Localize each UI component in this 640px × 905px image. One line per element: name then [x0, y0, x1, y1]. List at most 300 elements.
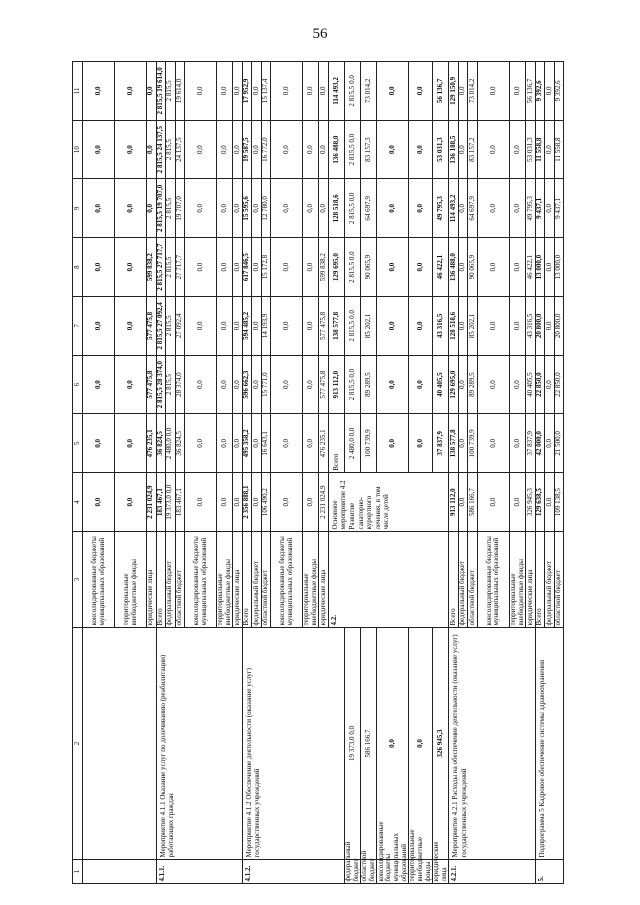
amount-cell: 0,0 [233, 355, 243, 414]
amount-cell: 129 638,5 [535, 473, 545, 532]
amount-cell: 2 815,5 0,0 [345, 179, 361, 238]
column-number-cell: 8 [73, 238, 83, 297]
amount-cell: 28 374,0 [175, 355, 185, 414]
amount-cell: 0,0 [458, 238, 468, 297]
amount-cell: 0,0 [271, 355, 303, 414]
amount-cell: 128 518,6 [328, 179, 344, 238]
amount-cell: 0,0 [83, 297, 115, 356]
amount-cell: 2 231 024,9 [147, 473, 157, 532]
amount-cell: 0,0 [319, 179, 329, 238]
amount-cell: 138 577,8 [328, 297, 344, 356]
amount-cell: 64 697,9 [468, 179, 478, 238]
funding-source-label: областной бюджет [261, 532, 271, 628]
amount-cell: 27 717,7 [175, 238, 185, 297]
amount-cell: 0,0 [545, 179, 555, 238]
amount-cell: 599 838,2 [147, 238, 157, 297]
amount-cell: 22 850,0 [554, 355, 564, 414]
amount-cell: 90 065,9 [361, 238, 377, 297]
amount-cell: 36 824,5 [175, 414, 185, 473]
funding-source-label: территориальные внебюджетные фонды [509, 532, 525, 628]
amount-cell: 109 138,5 [554, 473, 564, 532]
amount-cell: 0,0 [252, 238, 262, 297]
amount-cell: 0,0 [271, 62, 303, 121]
amount-cell: 22 850,0 [535, 355, 545, 414]
activity-title: Подпрограмма 5 Кадровое обеспечение системы здравоохранения [535, 628, 564, 860]
activity-code: 4.2.1. [449, 860, 535, 884]
amount-cell: 476 235,1 [319, 414, 329, 473]
amount-cell: 9 437,1 [535, 179, 545, 238]
amount-cell: 46 422,1 [433, 238, 449, 297]
funding-source-label: областной бюджет [554, 532, 564, 628]
amount-cell: 0,0 [477, 238, 509, 297]
amount-cell: 136 488,0 [449, 238, 459, 297]
amount-cell: 0,0 [477, 179, 509, 238]
amount-cell: 36 824,5 [156, 414, 166, 473]
amount-cell: 0,0 [377, 238, 409, 297]
funding-source-label: территориальные внебюджетные фонды [115, 532, 147, 628]
amount-cell: 0,0 [303, 297, 319, 356]
amount-cell: 17 952,9 [242, 62, 252, 121]
continued-title-cell [83, 628, 157, 860]
activity-code: 5. [535, 860, 564, 884]
amount-cell: 913 112,0 [449, 473, 459, 532]
amount-cell: 0,0 [233, 297, 243, 356]
funding-source-label: областной бюджет [360, 850, 376, 882]
amount-cell: 2 815,5 0,0 [345, 62, 361, 121]
amount-cell: 2 815,5 [166, 238, 176, 297]
amount-cell: 0,0 [115, 179, 147, 238]
amount-cell: 2 815,5 24 137,5 [156, 120, 166, 179]
amount-cell: 37 837,9 [433, 414, 449, 473]
amount-cell: 0,0 [233, 414, 243, 473]
amount-cell: 476 235,1 [147, 414, 157, 473]
funding-source-label: Всего [156, 532, 166, 628]
amount-cell: 0,0 [271, 297, 303, 356]
amount-cell: 19 587,5 [242, 120, 252, 179]
amount-cell: 0,0 [509, 297, 525, 356]
amount-cell: 0,0 [477, 120, 509, 179]
funding-source-label: Всего [242, 532, 252, 628]
budget-table [72, 61, 564, 884]
funding-source-label: юридические лица [147, 532, 157, 628]
amount-cell: 11 558,8 [554, 120, 564, 179]
amount-cell: 114 493,2 [328, 62, 344, 121]
amount-cell: 183 467,1 [156, 473, 166, 532]
amount-cell: 12 780,0 [261, 179, 271, 238]
amount-cell: 2 815,5 [166, 179, 176, 238]
amount-cell: 0,0 [509, 62, 525, 121]
amount-cell: 83 157,2 [468, 120, 478, 179]
amount-cell: 0,0 [409, 297, 433, 356]
amount-cell: 0,0 [458, 62, 468, 121]
amount-cell: 0,0 [233, 238, 243, 297]
column-number-cell: 2 [73, 628, 83, 860]
amount-cell: 49 795,3 [433, 179, 449, 238]
amount-cell: 0,0 [409, 120, 433, 179]
amount-cell: 0,0 [252, 62, 262, 121]
amount-cell: 89 289,5 [361, 355, 377, 414]
table-row [433, 62, 449, 884]
amount-cell: 53 031,3 [433, 120, 449, 179]
amount-cell: 129 150,9 [449, 62, 459, 121]
amount-cell: 326 945,3 [433, 628, 449, 860]
amount-cell: 0,0 [458, 473, 468, 532]
amount-cell: 0,0 [477, 62, 509, 121]
amount-cell: 0,0 [303, 355, 319, 414]
amount-cell: 586 166,7 [361, 628, 377, 860]
amount-cell: 37 837,9 [526, 414, 536, 473]
amount-cell: 56 136,7 [526, 62, 536, 121]
amount-cell: 2 480,0 0,0 [345, 414, 361, 473]
amount-cell: 0,0 [409, 238, 433, 297]
activity-title: Мероприятие 4.2.1 Расходы на обеспечение деятельности (оказание услуг) государственных учреждений [449, 628, 535, 860]
amount-cell: 0,0 [185, 238, 217, 297]
table-body [73, 62, 564, 884]
amount-cell: 183 467,1 [175, 473, 185, 532]
activity-title: Основное мероприятие 4.2 Развитие санаторно-курортного лечения, в том числе детей [328, 473, 449, 532]
column-number-row [73, 62, 83, 884]
amount-cell: 0,0 [217, 62, 233, 121]
amount-cell: 0,0 [271, 120, 303, 179]
column-number-cell: 5 [73, 414, 83, 473]
amount-cell: 0,0 [377, 120, 409, 179]
column-number-cell: 11 [73, 62, 83, 121]
activity-code: 4.1.1. [156, 860, 242, 884]
amount-cell: 0,0 [252, 414, 262, 473]
funding-source-label: консолидированные бюджеты муниципальных образований [271, 532, 303, 628]
table-row [83, 62, 115, 884]
table-row [409, 62, 433, 884]
amount-cell: 53 031,3 [526, 120, 536, 179]
amount-cell: 129 695,0 [449, 355, 459, 414]
amount-cell: 0,0 [509, 473, 525, 532]
funding-source-label: юридические лица [319, 532, 329, 628]
amount-cell: 0,0 [303, 179, 319, 238]
amount-cell: 15 771,0 [261, 355, 271, 414]
amount-cell: 0,0 [185, 62, 217, 121]
amount-cell: 2 815,5 0,0 [345, 120, 361, 179]
funding-source-label: территориальные внебюджетные фонды [217, 532, 233, 628]
amount-cell: 24 137,5 [175, 120, 185, 179]
amount-cell: 0,0 [217, 179, 233, 238]
amount-cell: 2 815,5 [166, 120, 176, 179]
amount-cell: 0,0 [545, 62, 555, 121]
table-row [156, 62, 166, 884]
amount-cell: 13 000,0 [554, 238, 564, 297]
amount-cell: 85 202,1 [361, 297, 377, 356]
amount-cell: 0,0 [545, 120, 555, 179]
amount-cell: 129 695,0 [328, 238, 344, 297]
amount-cell: 617 846,5 [242, 238, 252, 297]
amount-cell: 577 475,8 [319, 355, 329, 414]
amount-cell: 13 000,0 [535, 238, 545, 297]
amount-cell: 19 373,0 0,0 [345, 628, 361, 860]
amount-cell: 0,0 [83, 414, 115, 473]
amount-cell: 0,0 [545, 238, 555, 297]
amount-cell: 0,0 [83, 473, 115, 532]
amount-cell: 2 815,5 0,0 [345, 355, 361, 414]
amount-cell: 0,0 [252, 355, 262, 414]
amount-cell: 0,0 [377, 179, 409, 238]
amount-cell: 326 945,3 [526, 473, 536, 532]
amount-cell: 0,0 [271, 179, 303, 238]
amount-cell: 0,0 [477, 297, 509, 356]
amount-cell: 0,0 [509, 355, 525, 414]
activity-code: 4.2. [328, 532, 449, 628]
amount-cell: 49 795,3 [526, 179, 536, 238]
column-number-cell: 3 [73, 532, 83, 628]
funding-source-label: юридические лица [432, 841, 448, 882]
amount-cell: 0,0 [217, 414, 233, 473]
funding-source-label: юридические лица [526, 532, 536, 628]
amount-cell: 0,0 [252, 179, 262, 238]
amount-cell: 0,0 [319, 62, 329, 121]
amount-cell: 0,0 [458, 414, 468, 473]
amount-cell: 0,0 [458, 179, 468, 238]
amount-cell: 2 815,5 [166, 355, 176, 414]
amount-cell: 0,0 [115, 62, 147, 121]
amount-cell: 0,0 [147, 120, 157, 179]
column-number-cell: 7 [73, 297, 83, 356]
funding-source-label: федеральный бюджет [458, 532, 468, 628]
amount-cell: 0,0 [83, 179, 115, 238]
amount-cell: 594 485,2 [242, 297, 252, 356]
amount-cell: 0,0 [477, 473, 509, 532]
amount-cell: 599 838,2 [319, 238, 329, 297]
amount-cell: 9 392,6 [535, 62, 545, 121]
amount-cell: 0,0 [377, 297, 409, 356]
amount-cell: 0,0 [377, 62, 409, 121]
amount-cell: 0,0 [509, 414, 525, 473]
amount-cell: 2 815,5 0,0 [345, 238, 361, 297]
funding-source-label: Всего [328, 414, 344, 473]
amount-cell: 0,0 [545, 473, 555, 532]
amount-cell: 0,0 [83, 355, 115, 414]
funding-source-label: юридические лица [233, 532, 243, 628]
amount-cell: 0,0 [303, 120, 319, 179]
amount-cell: 2 815,5 [166, 62, 176, 121]
amount-cell: 0,0 [83, 120, 115, 179]
amount-cell: 136 188,5 [449, 120, 459, 179]
amount-cell: 495 358,2 [242, 414, 252, 473]
amount-cell: 577 475,8 [147, 297, 157, 356]
amount-cell: 106 490,2 [261, 473, 271, 532]
amount-cell: 0,0 [303, 414, 319, 473]
amount-cell: 913 112,0 [328, 355, 344, 414]
rotated-table-container [72, 62, 592, 884]
amount-cell: 0,0 [409, 628, 433, 860]
amount-cell: 0,0 [271, 414, 303, 473]
amount-cell: 0,0 [252, 473, 262, 532]
amount-cell: 0,0 [185, 179, 217, 238]
amount-cell: 0,0 [217, 297, 233, 356]
amount-cell: 2 231 024,9 [319, 473, 329, 532]
funding-source-label: Всего [535, 532, 545, 628]
activity-code: 4.1.2. [242, 860, 344, 884]
amount-cell: 0,0 [477, 414, 509, 473]
amount-cell: 0,0 [409, 179, 433, 238]
table-row [449, 62, 459, 884]
amount-cell: 0,0 [217, 120, 233, 179]
amount-cell: 2 815,5 19 707,0 [156, 179, 166, 238]
amount-cell: 19 373,0 0,0 [166, 473, 176, 532]
amount-cell: 0,0 [233, 179, 243, 238]
amount-cell: 40 405,5 [433, 355, 449, 414]
amount-cell: 83 157,3 [361, 120, 377, 179]
funding-source-label: консолидированные бюджеты муниципальных образований [477, 532, 509, 628]
amount-cell: 0,0 [409, 414, 433, 473]
amount-cell: 0,0 [233, 120, 243, 179]
amount-cell: 0,0 [147, 179, 157, 238]
amount-cell: 114 493,2 [449, 179, 459, 238]
amount-cell: 27 092,4 [175, 297, 185, 356]
amount-cell: 15 172,8 [261, 238, 271, 297]
amount-cell: 596 662,3 [242, 355, 252, 414]
amount-cell: 0,0 [185, 297, 217, 356]
amount-cell: 0,0 [303, 238, 319, 297]
amount-cell: 0,0 [545, 355, 555, 414]
activity-title: Мероприятие 4.1.1 Оказание услуг по долечиванию (реабилитации) работающих граждан [156, 628, 242, 860]
amount-cell: 15 137,4 [261, 62, 271, 121]
amount-cell: 0,0 [115, 120, 147, 179]
table-row [361, 62, 377, 884]
amount-cell: 9 437,1 [554, 179, 564, 238]
funding-source-label: областной бюджет [175, 532, 185, 628]
column-number-cell: 10 [73, 120, 83, 179]
column-number-cell: 9 [73, 179, 83, 238]
amount-cell: 40 405,5 [526, 355, 536, 414]
amount-cell: 0,0 [409, 62, 433, 121]
amount-cell: 2 815,5 0,0 [345, 297, 361, 356]
funding-source-label: консолидированные бюджеты муниципальных образований [83, 532, 115, 628]
amount-cell: 20 800,0 [535, 297, 545, 356]
amount-cell: 19 614,0 [175, 62, 185, 121]
amount-cell: 577 475,8 [147, 355, 157, 414]
amount-cell: 0,0 [303, 473, 319, 532]
continued-code-cell [83, 860, 157, 884]
amount-cell: 0,0 [303, 62, 319, 121]
column-number-cell: 4 [73, 473, 83, 532]
amount-cell: 85 202,1 [468, 297, 478, 356]
amount-cell: 0,0 [458, 355, 468, 414]
amount-cell: 0,0 [185, 355, 217, 414]
amount-cell: 42 000,0 [535, 414, 545, 473]
table-row [377, 62, 409, 884]
amount-cell: 0,0 [509, 120, 525, 179]
amount-cell: 0,0 [377, 628, 409, 860]
amount-cell: 73 014,2 [468, 62, 478, 121]
amount-cell: 100 739,9 [361, 414, 377, 473]
amount-cell: 11 558,8 [535, 120, 545, 179]
amount-cell: 2 815,5 28 374,0 [156, 355, 166, 414]
amount-cell: 577 475,8 [319, 297, 329, 356]
amount-cell: 9 392,6 [554, 62, 564, 121]
funding-source-label: федеральный бюджет [166, 532, 176, 628]
amount-cell: 0,0 [271, 473, 303, 532]
table-row [535, 62, 545, 884]
amount-cell: 14 193,9 [261, 297, 271, 356]
amount-cell: 0,0 [477, 355, 509, 414]
amount-cell: 586 166,7 [468, 473, 478, 532]
activity-title: Мероприятие 4.1.2 Обеспечение деятельности (оказание услуг) государственных учреждений [242, 628, 344, 860]
amount-cell: 0,0 [509, 238, 525, 297]
amount-cell: 2 815,5 27 092,4 [156, 297, 166, 356]
amount-cell: 0,0 [115, 355, 147, 414]
amount-cell: 100 739,9 [468, 414, 478, 473]
amount-cell: 138 577,8 [449, 414, 459, 473]
funding-source-label: федеральный бюджет [252, 532, 262, 628]
amount-cell: 0,0 [458, 297, 468, 356]
amount-cell: 0,0 [147, 62, 157, 121]
amount-cell: 46 422,1 [526, 238, 536, 297]
amount-cell: 43 316,5 [526, 297, 536, 356]
amount-cell: 0,0 [185, 120, 217, 179]
amount-cell: 20 800,0 [554, 297, 564, 356]
amount-cell: 0,0 [185, 414, 217, 473]
page-number: 56 [312, 26, 328, 42]
amount-cell: 0,0 [319, 120, 329, 179]
amount-cell: 0,0 [377, 355, 409, 414]
amount-cell: 43 316,5 [433, 297, 449, 356]
table-row [242, 62, 252, 884]
amount-cell: 2 815,5 [166, 297, 176, 356]
amount-cell: 0,0 [217, 473, 233, 532]
amount-cell: 0,0 [252, 297, 262, 356]
funding-source-label: Всего [449, 532, 459, 628]
amount-cell: 89 289,5 [468, 355, 478, 414]
amount-cell: 2 815,5 19 614,0 [156, 62, 166, 121]
column-number-cell: 6 [73, 355, 83, 414]
column-number-cell: 1 [73, 860, 83, 884]
amount-cell: 19 707,0 [175, 179, 185, 238]
amount-cell: 0,0 [115, 297, 147, 356]
funding-source-label: консолидированные бюджеты муниципальных образований [185, 532, 217, 628]
amount-cell: 136 488,0 [328, 120, 344, 179]
amount-cell: 0,0 [509, 179, 525, 238]
amount-cell: 0,0 [409, 355, 433, 414]
amount-cell: 0,0 [217, 238, 233, 297]
amount-cell: 0,0 [271, 238, 303, 297]
amount-cell: 73 014,2 [361, 62, 377, 121]
funding-source-label: федеральный бюджет [344, 841, 360, 882]
funding-source-label: территориальные внебюджетные фонды [408, 829, 432, 882]
amount-cell: 15 595,6 [242, 179, 252, 238]
amount-cell: 0,0 [233, 473, 243, 532]
table-row [345, 62, 361, 884]
amount-cell: 2 356 888,1 [242, 473, 252, 532]
funding-source-label: консолидированные бюджеты муниципальных образований [376, 821, 408, 882]
amount-cell: 90 065,9 [468, 238, 478, 297]
amount-cell: 0,0 [115, 238, 147, 297]
amount-cell: 0,0 [545, 297, 555, 356]
amount-cell: 0,0 [458, 120, 468, 179]
funding-source-label: областной бюджет [468, 532, 478, 628]
amount-cell: 56 136,7 [433, 62, 449, 121]
amount-cell: 128 518,6 [449, 297, 459, 356]
amount-cell: 0,0 [545, 414, 555, 473]
amount-cell: 0,0 [83, 62, 115, 121]
amount-cell: 0,0 [252, 120, 262, 179]
funding-source-label: территориальные внебюджетные фонды [303, 532, 319, 628]
funding-source-label: федеральный бюджет [545, 532, 555, 628]
amount-cell: 21 500,0 [554, 414, 564, 473]
amount-cell: 0,0 [115, 473, 147, 532]
amount-cell: 0,0 [83, 238, 115, 297]
amount-cell: 0,0 [185, 473, 217, 532]
amount-cell: 0,0 [377, 414, 409, 473]
amount-cell: 0,0 [115, 414, 147, 473]
amount-cell: 0,0 [217, 355, 233, 414]
